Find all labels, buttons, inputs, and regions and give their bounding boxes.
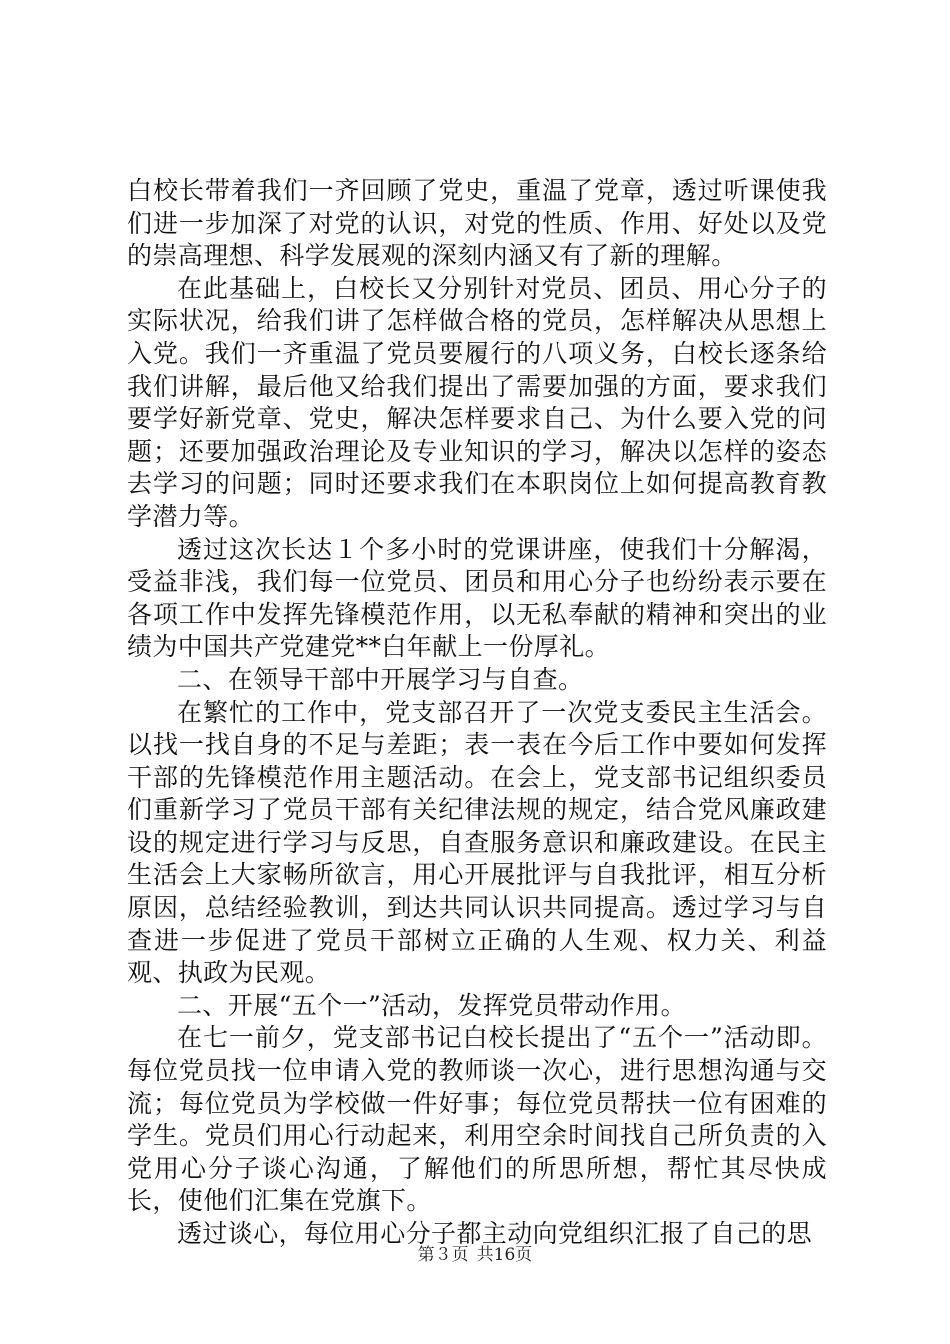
paragraph-6: 透过谈心，每位用心分子都主动向党组织汇报了自己的思 [177, 1219, 813, 1248]
section-heading-study: 二、在领导干部中开展学习与自查。 [177, 664, 584, 694]
paragraph-4: 在繁忙的工作中，党支部召开了一次党支委民主生活会。以找一找自身的不足与差距；表一表在今后工作中要如何发挥干部的先锋模范作用主题活动。在会上，党支部书记组织委员们重新学习了党员干部有关纪律法规的规定，结合党风廉政建设的规定进行学习与反思，自查服务意识和廉政建设。在民主生活会上大家畅所欲言，用心开展批评与自我批评，相互分析原因，总结经验教训，到达共同认识共同提高。透过学习与自查进一步促进了党员干部树立正确的人生观、权力关、利益观、执政为民观。 [127, 697, 827, 988]
document-body [127, 175, 827, 1251]
section-heading-five-ones: 二、开展“五个一”活动，发挥党员带动作用。 [177, 990, 686, 1020]
paragraph-1: 白校长带着我们一齐回顾了党史，重温了党章，透过听课使我们进一步加深了对党的认识，对党的性质、作用、好处以及党的崇高理想、科学发展观的深刻内涵又有了新的理解。 [127, 176, 827, 271]
paragraph-5: 在七一前夕，党支部书记白校长提出了“五个一”活动即。每位党员找一位申请入党的教师谈一次心，进行思想沟通与交流；每位党员为学校做一件好事；每位党员帮扶一位有困难的学生。党员们用心行动起来，利用空余时间找自己所负责的入党用心分子谈心沟通，了解他们的所思所想，帮忙其尽快成长，使他们汇集在党旗下。 [127, 1023, 827, 1216]
page-total: 共16页 [476, 1245, 533, 1265]
paragraph-2: 在此基础上，白校长又分别针对党员、团员、用心分子的实际状况，给我们讲了怎样做合格的党员，怎样解决从思想上入党。我们一齐重温了党员要履行的八项义务，白校长逐条给我们讲解，最后他又给我们提出了需要加强的方面，要求我们要学好新党章、党史，解决怎样要求自己、为什么要入党的问题；还要加强政治理论及专业知识的学习，解决以怎样的姿态去学习的问题；同时还要求我们在本职岗位上如何提高教育教学潜力等。 [127, 273, 827, 531]
page-footer [0, 1244, 950, 1266]
page-number: 第３页 [417, 1245, 469, 1265]
paragraph-3: 透过这次长达１个多小时的党课讲座，使我们十分解渴，受益非浅，我们每一位党员、团员和用心分子也纷纷表示要在各项工作中发挥先锋模范作用，以无私奉献的精神和突出的业绩为中国共产党建党**白年献上一份厚礼。 [127, 534, 827, 662]
